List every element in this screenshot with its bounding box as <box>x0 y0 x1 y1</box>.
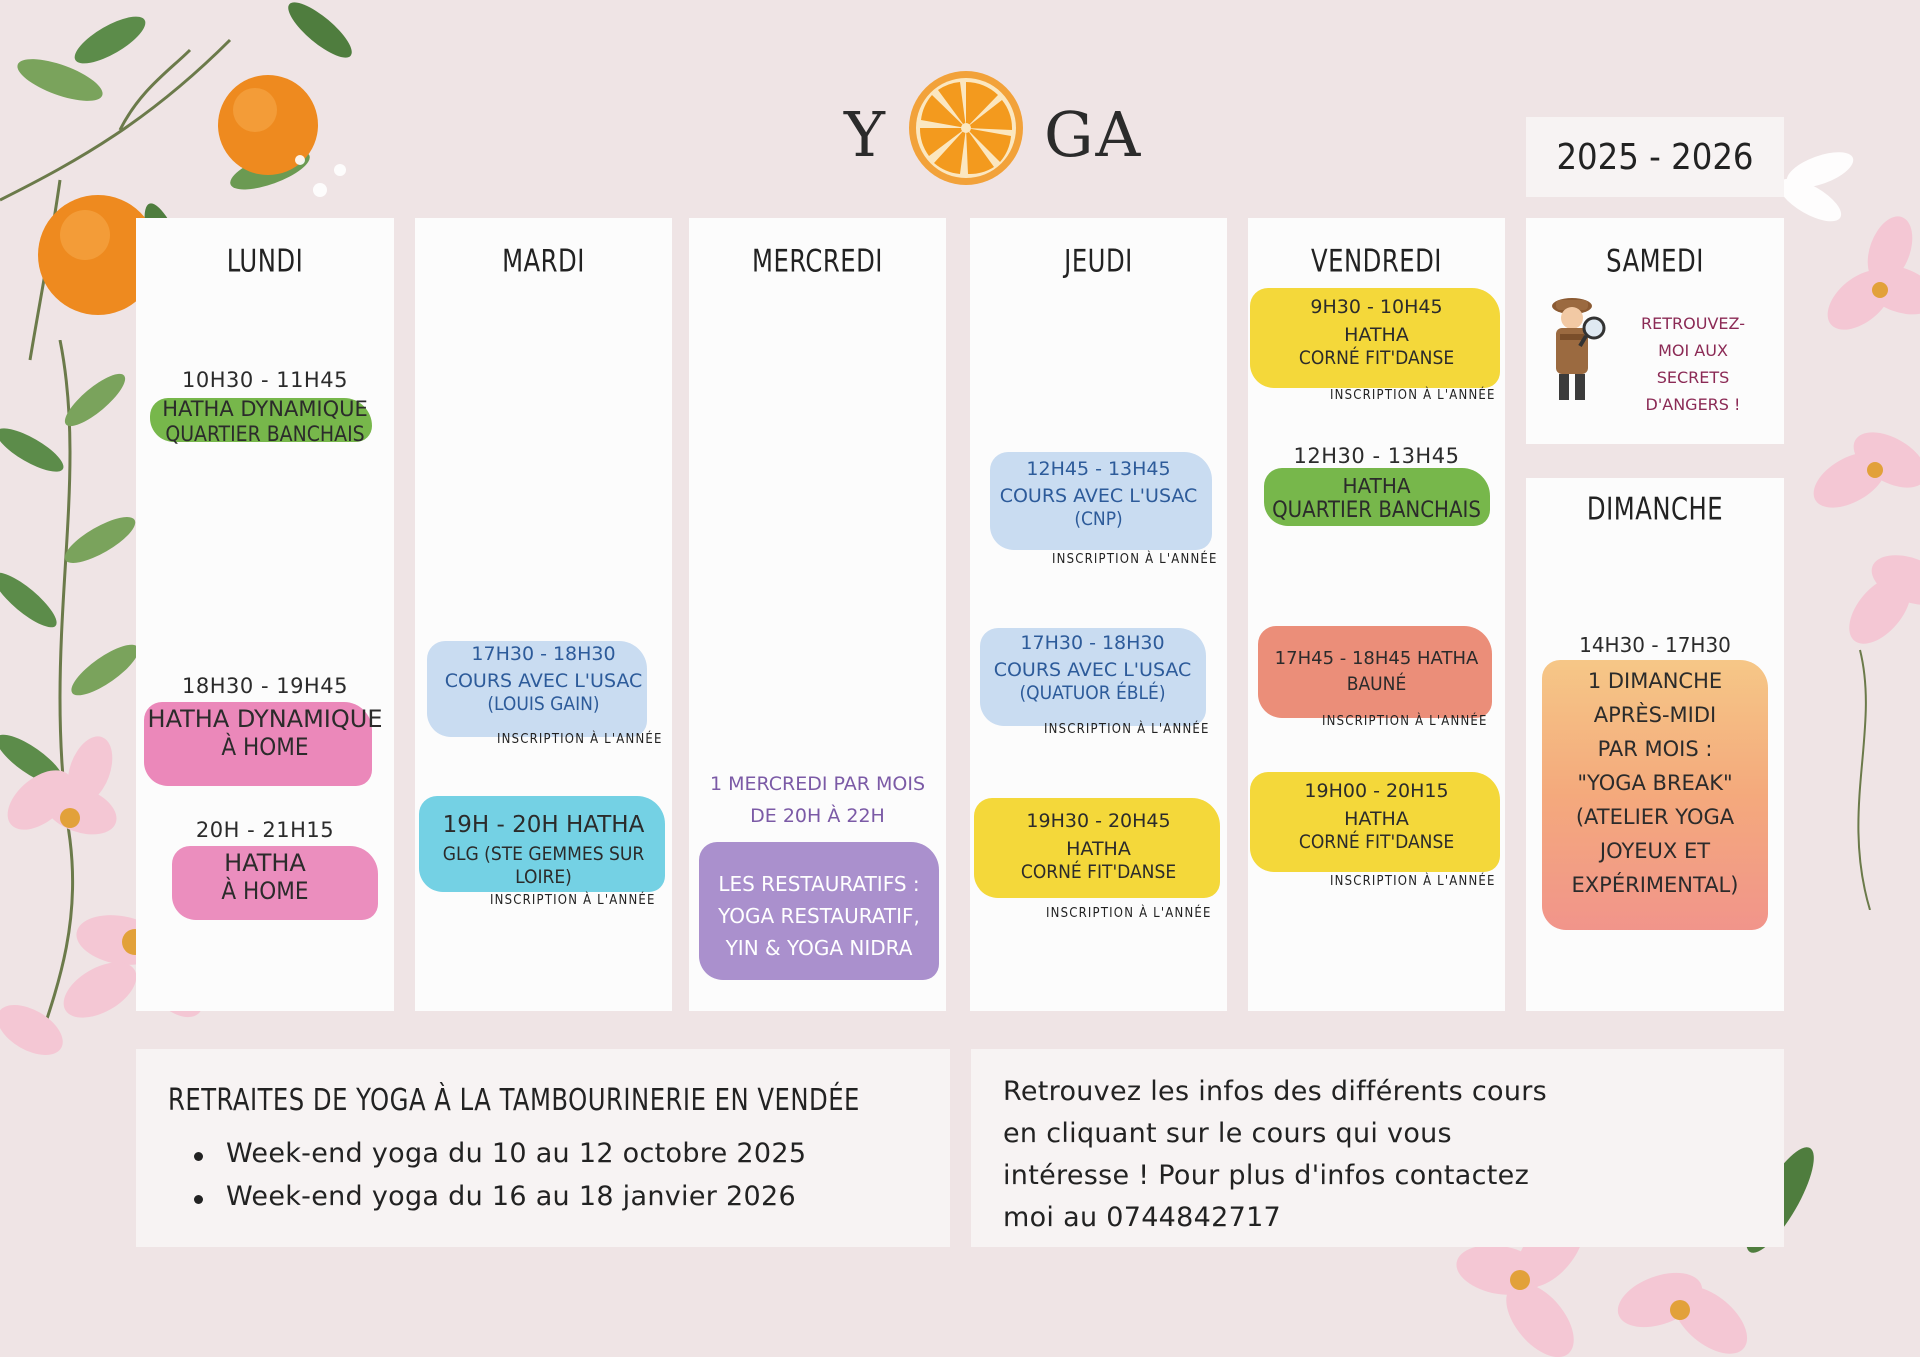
list-item[interactable]: Week-end yoga du 16 au 18 janvier 2026 <box>194 1181 806 1212</box>
brush-coral <box>1258 626 1492 718</box>
inscription-note: INSCRIPTION À L'ANNÉE <box>1052 552 1218 567</box>
inscription-note: INSCRIPTION À L'ANNÉE <box>497 732 663 747</box>
retreats-title: RETRAITES DE YOGA À LA TAMBOURINERIE EN VENDÉE <box>168 1083 860 1118</box>
mercredi-intro <box>689 768 946 832</box>
day-heading: MERCREDI <box>752 243 883 280</box>
day-column-mercredi <box>689 218 946 1011</box>
dimanche-line: "YOGA BREAK" <box>1577 770 1733 795</box>
class-place: QUARTIER BANCHAIS <box>1272 498 1481 524</box>
info-box <box>971 1049 1784 1247</box>
class-place: (LOUIS GAIN) <box>487 692 600 715</box>
class-jeudi-3[interactable] <box>970 806 1227 921</box>
class-dimanche-break[interactable] <box>1526 634 1784 902</box>
flower-icon <box>1780 150 1920 910</box>
day-heading: LUNDI <box>226 243 304 280</box>
class-time: 19H00 - 20H15 <box>1304 780 1449 802</box>
class-time: 17H30 - 18H30 <box>1020 632 1165 654</box>
class-place: À HOME <box>221 733 309 762</box>
class-time: 17H30 - 18H30 <box>471 643 616 665</box>
note-line: RETROUVEZ- <box>1641 314 1745 333</box>
class-place: À HOME <box>221 877 309 906</box>
note-line: MOI AUX <box>1658 341 1728 360</box>
list-item[interactable]: Week-end yoga du 10 au 12 octobre 2025 <box>194 1138 806 1169</box>
intro-line: DE 20H À 22H <box>750 805 885 827</box>
class-place: CORNÉ FIT'DANSE <box>1298 346 1455 369</box>
box-line: LES RESTAURATIFS : <box>718 872 920 896</box>
class-jeudi-2[interactable] <box>964 632 1221 737</box>
dimanche-line: JOYEUX ET <box>1599 838 1711 863</box>
day-heading: DIMANCHE <box>1586 491 1724 528</box>
class-time: 10H30 - 11H45 <box>182 368 348 392</box>
class-vendredi-2[interactable] <box>1248 444 1505 524</box>
dimanche-line: 1 DIMANCHE <box>1587 668 1723 693</box>
day-column-samedi <box>1526 218 1784 444</box>
class-time: 19H30 - 20H45 <box>1026 810 1171 832</box>
day-column-lundi <box>136 218 394 1011</box>
class-name: COURS AVEC L'USAC <box>999 485 1198 508</box>
info-text <box>1003 1071 1563 1239</box>
note-line: SECRETS <box>1656 368 1730 387</box>
inscription-note: INSCRIPTION À L'ANNÉE <box>1322 714 1488 729</box>
class-name: COURS AVEC L'USAC <box>444 670 643 693</box>
class-time: 12H30 - 13H45 <box>1293 444 1460 468</box>
info-line: en cliquant sur le cours qui vous <box>1003 1118 1452 1149</box>
box-line: YIN & YOGA NIDRA <box>725 936 913 960</box>
class-name: HATHA DYNAMIQUE <box>162 396 368 421</box>
page-title <box>840 68 1143 188</box>
class-vendredi-3[interactable] <box>1248 648 1505 729</box>
class-lundi-1[interactable] <box>136 368 394 446</box>
samedi-note[interactable] <box>1618 310 1768 418</box>
dimanche-line: (ATELIER YOGA <box>1575 804 1735 829</box>
intro-line: 1 MERCREDI PAR MOIS <box>709 773 926 795</box>
class-place: CORNÉ FIT'DANSE <box>1020 860 1177 883</box>
class-time: 12H45 - 13H45 <box>1026 458 1171 480</box>
day-column-vendredi <box>1248 218 1505 1011</box>
class-lundi-3[interactable] <box>136 818 394 905</box>
class-time: 9H30 - 10H45 <box>1310 296 1443 318</box>
retreats-list <box>194 1138 806 1224</box>
class-name: COURS AVEC L'USAC <box>993 659 1192 682</box>
day-heading: SAMEDI <box>1606 243 1704 280</box>
detective-icon <box>1542 294 1612 406</box>
orange-slice-icon <box>906 68 1026 188</box>
inscription-note: INSCRIPTION À L'ANNÉE <box>1330 388 1496 403</box>
day-column-mardi <box>415 218 672 1011</box>
class-time: 17H45 - 18H45 HATHA <box>1274 648 1479 669</box>
day-column-dimanche <box>1526 478 1784 1011</box>
class-time: 18H30 - 19H45 <box>182 674 348 698</box>
class-mercredi-restauratifs[interactable] <box>699 842 939 980</box>
class-mardi-2[interactable] <box>415 798 672 908</box>
class-name: HATHA DYNAMIQUE <box>147 704 383 733</box>
class-place: (CNP) <box>1074 507 1123 530</box>
class-place: QUARTIER BANCHAIS <box>165 421 365 446</box>
day-heading: VENDREDI <box>1311 243 1442 280</box>
box-line: YOGA RESTAURATIF, <box>718 904 920 928</box>
dimanche-line: PAR MOIS : <box>1597 736 1713 761</box>
inscription-note: INSCRIPTION À L'ANNÉE <box>1046 906 1212 921</box>
class-place: (QUATUOR ÉBLÉ) <box>1019 681 1166 704</box>
class-vendredi-1[interactable] <box>1248 296 1505 403</box>
class-vendredi-4[interactable] <box>1248 780 1505 889</box>
class-name: HATHA <box>1066 838 1131 861</box>
class-place: CORNÉ FIT'DANSE <box>1298 830 1455 853</box>
class-time: 20H - 21H15 <box>195 818 335 842</box>
inscription-note: INSCRIPTION À L'ANNÉE <box>490 893 656 908</box>
class-jeudi-1[interactable] <box>970 458 1227 567</box>
day-column-jeudi <box>970 218 1227 1011</box>
class-lundi-2[interactable] <box>136 674 394 761</box>
day-heading: JEUDI <box>1064 243 1133 280</box>
info-line: moi au 0744842717 <box>1003 1202 1282 1233</box>
retreats-box <box>136 1049 950 1247</box>
class-name: HATHA <box>1344 808 1409 831</box>
class-time: 19H - 20H HATHA <box>442 812 645 838</box>
year-label: 2025 - 2026 <box>1526 117 1784 197</box>
dimanche-line: APRÈS-MIDI <box>1593 702 1717 727</box>
day-heading: MARDI <box>502 243 585 280</box>
title-right: GA <box>1044 98 1143 171</box>
class-place: GLG (STE GEMMES SUR LOIRE) <box>442 843 645 888</box>
class-name: HATHA <box>1344 324 1409 347</box>
class-time: 14H30 - 17H30 <box>1579 633 1731 657</box>
dimanche-line: EXPÉRIMENTAL) <box>1571 872 1739 897</box>
info-line: intéresse ! Pour plus d'infos contactez <box>1003 1160 1530 1191</box>
note-line: D'ANGERS ! <box>1645 395 1741 414</box>
class-place: BAUNÉ <box>1346 673 1407 696</box>
class-mardi-1[interactable] <box>415 643 672 747</box>
inscription-note: INSCRIPTION À L'ANNÉE <box>1044 722 1210 737</box>
info-line: Retrouvez les infos des différents cours <box>1003 1076 1548 1107</box>
inscription-note: INSCRIPTION À L'ANNÉE <box>1330 874 1496 889</box>
class-name: HATHA <box>1342 473 1411 498</box>
class-name: HATHA <box>224 848 306 877</box>
title-left: Y <box>844 98 887 171</box>
